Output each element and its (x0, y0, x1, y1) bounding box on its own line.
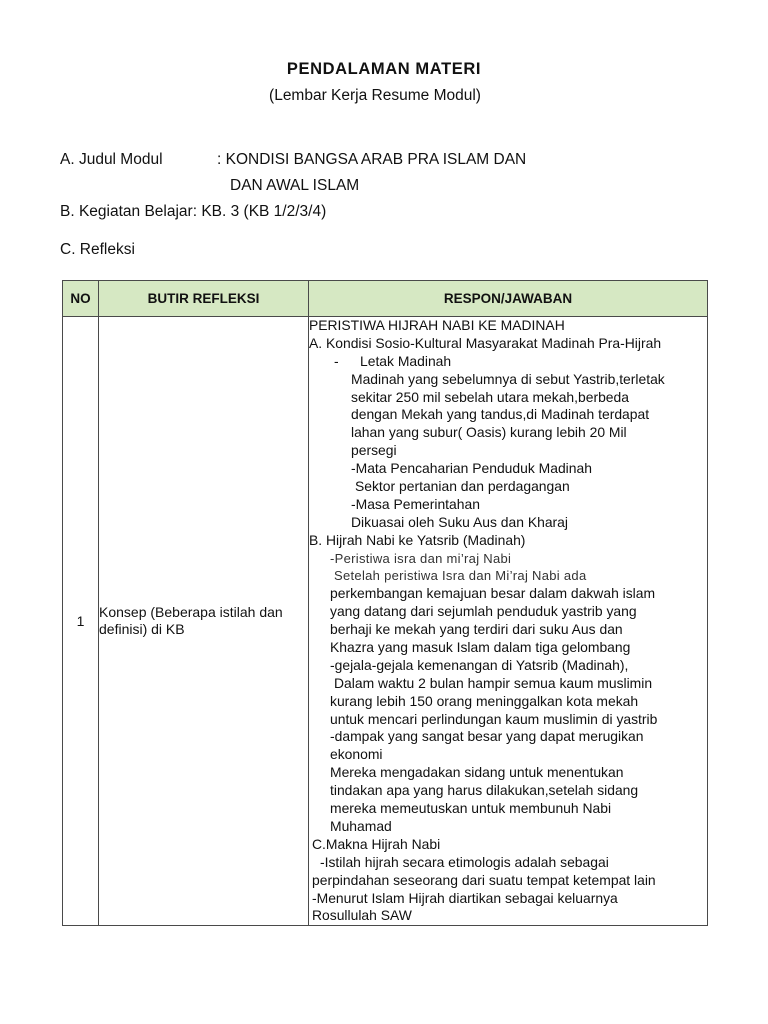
respon-jawaban-cell (309, 317, 708, 926)
respon-line-text: Letak Madinah (360, 352, 452, 369)
header-no: NO (63, 281, 99, 317)
document-subtitle: (Lembar Kerja Resume Modul) (269, 87, 481, 104)
document-title: PENDALAMAN MATERI (286, 60, 482, 78)
judul-modul-row (60, 151, 526, 169)
respon-line: Khazra yang masuk Islam dalam tiga gelombang (330, 639, 631, 656)
respon-line: PERISTIWA HIJRAH NABI KE MADINAH (309, 317, 565, 333)
respon-line: Sektor pertanian dan perdagangan (355, 478, 570, 495)
respon-line: dengan Mekah yang tandus,di Madinah terdapat (351, 406, 650, 423)
respon-line: -Masa Pemerintahan (351, 495, 480, 512)
respon-line: lahan yang subur( Oasis) kurang lebih 20 Mil (351, 424, 627, 441)
respon-line: Mereka mengadakan sidang untuk menentukan (330, 764, 624, 781)
header-butir-refleksi: BUTIR REFLEKSI (99, 281, 309, 317)
respon-line: -Menurut Islam Hijrah diartikan sebagai keluarnya (312, 889, 618, 906)
respon-line: -gejala-gejala kemenangan di Yatsrib (Madinah), (330, 656, 629, 673)
judul-modul-value: : KONDISI BANGSA ARAB PRA ISLAM DAN (217, 151, 527, 168)
respon-line: Dalam waktu 2 bulan hampir semua kaum muslimin (334, 674, 653, 691)
row-number: 1 (63, 317, 99, 926)
table-header-row (63, 281, 708, 317)
respon-line: ekonomi (330, 746, 383, 763)
respon-line: -Istilah hijrah secara etimologis adalah sebagai (320, 853, 609, 870)
respon-line: mereka memeutuskan untuk membunuh Nabi (330, 800, 612, 817)
respon-line: tindakan apa yang harus dilakukan,setelah sidang (330, 782, 639, 799)
refleksi-heading: C. Refleksi (60, 241, 135, 258)
header-respon-jawaban: RESPON/JAWABAN (309, 281, 708, 317)
respon-line: C.Makna Hijrah Nabi (312, 835, 441, 852)
respon-line: untuk mencari perlindungan kaum muslimin di yastrib (330, 710, 658, 727)
respon-line: sekitar 250 mil sebelah utara mekah,berbeda (351, 388, 629, 405)
respon-line: Madinah yang sebelumnya di sebut Yastrib,terletak (351, 370, 665, 387)
respon-line: B. Hijrah Nabi ke Yatsrib (Madinah) (309, 531, 526, 548)
respon-line: kurang lebih 150 orang meninggalkan kota mekah (330, 692, 639, 709)
butir-refleksi-cell: Konsep (Beberapa istilah dan definisi) di KB (99, 317, 309, 926)
respon-line: perpindahan seseorang dari suatu tempat ketempat lain (312, 871, 656, 888)
respon-line: Setelah peristiwa Isra dan Mi’raj Nabi ada (334, 568, 587, 584)
respon-line: Rosullulah SAW (312, 907, 412, 924)
respon-line: berhaji ke mekah yang terdiri dari suku Aus dan (330, 621, 623, 638)
respon-line: Muhamad (330, 817, 392, 834)
respon-line (309, 353, 707, 371)
judul-modul-label: A. Judul Modul (60, 151, 163, 168)
kegiatan-belajar-row (60, 203, 326, 221)
refleksi-table (62, 280, 708, 926)
kegiatan-belajar-value: : KB. 3 (KB 1/2/3/4) (192, 203, 327, 220)
dash-bullet: - (334, 352, 339, 369)
respon-line: A. Kondisi Sosio-Kultural Masyarakat Madinah Pra-Hijrah (309, 334, 662, 351)
respon-line: persegi (351, 442, 397, 459)
judul-modul-value-cont: DAN AWAL ISLAM (230, 177, 360, 194)
respon-line: -dampak yang sangat besar yang dapat merugikan (330, 728, 644, 745)
respon-line: -Mata Pencaharian Penduduk Madinah (351, 460, 592, 477)
respon-line: -Peristiwa isra dan mi’raj Nabi (330, 550, 512, 566)
respon-line: yang datang dari sejumlah penduduk yastrib yang (330, 603, 637, 620)
respon-line: perkembangan kemajuan besar dalam dakwah islam (330, 585, 656, 602)
respon-line: Dikuasai oleh Suku Aus dan Kharaj (351, 513, 568, 530)
table-row (63, 317, 708, 926)
kegiatan-belajar-label: B. Kegiatan Belajar (60, 203, 193, 220)
